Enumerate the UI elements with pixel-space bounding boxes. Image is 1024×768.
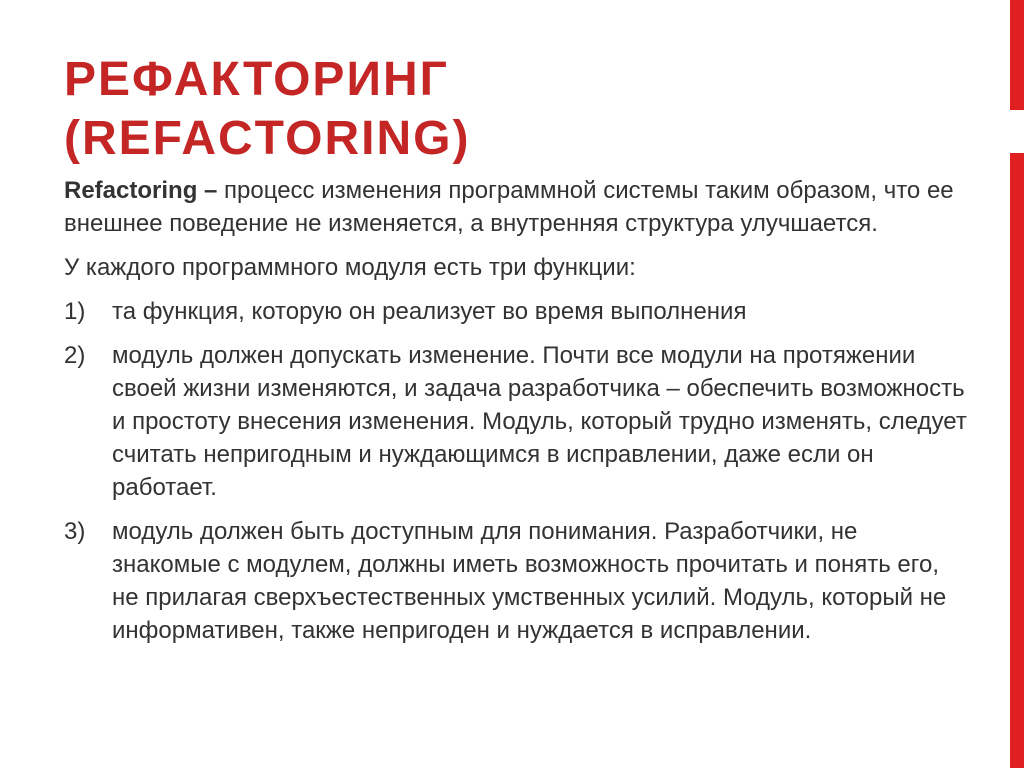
list-item-number: 3) (64, 518, 86, 545)
list-item-text: модуль должен быть доступным для понимания. Разработчики, не знакомые с модулем, должны иметь возможность прочитать и понять его, не прилагая сверхъестественных умственных усилий. Модуль, который не информативен, также непригоден и нуждается в исправлении. (112, 518, 947, 644)
list-item-text: та функция, которую он реализует во время выполнения (112, 298, 747, 325)
slide-content (64, 174, 969, 658)
definition-paragraph (64, 174, 969, 240)
list-item (64, 339, 969, 504)
title-line-1: РЕФАКТОРИНГ (64, 53, 449, 106)
accent-bar-bottom (1010, 153, 1024, 768)
list-item (64, 295, 969, 328)
intro-paragraph: У каждого программного модуля есть три функции: (64, 254, 636, 281)
slide-title (64, 50, 470, 168)
list-item-number: 1) (64, 298, 86, 325)
accent-bar-top (1010, 0, 1024, 110)
functions-list (64, 295, 969, 647)
list-item-number: 2) (64, 342, 86, 369)
list-item (64, 515, 969, 647)
definition-text: процесс изменения программной системы таким образом, что ее внешнее поведение не изменяется, а внутренняя структура улучшается. (64, 177, 954, 237)
definition-term: Refactoring – (64, 177, 218, 204)
title-line-2: (REFACTORING) (64, 112, 471, 165)
list-item-text: модуль должен допускать изменение. Почти все модули на протяжении своей жизни изменяются, и задача разработчика – обеспечить возможность и простоту внесения изменения. Модуль, который трудно изменять, следует считать непригодным и нуждающимся в исправлении, даже если он работает. (112, 342, 967, 501)
